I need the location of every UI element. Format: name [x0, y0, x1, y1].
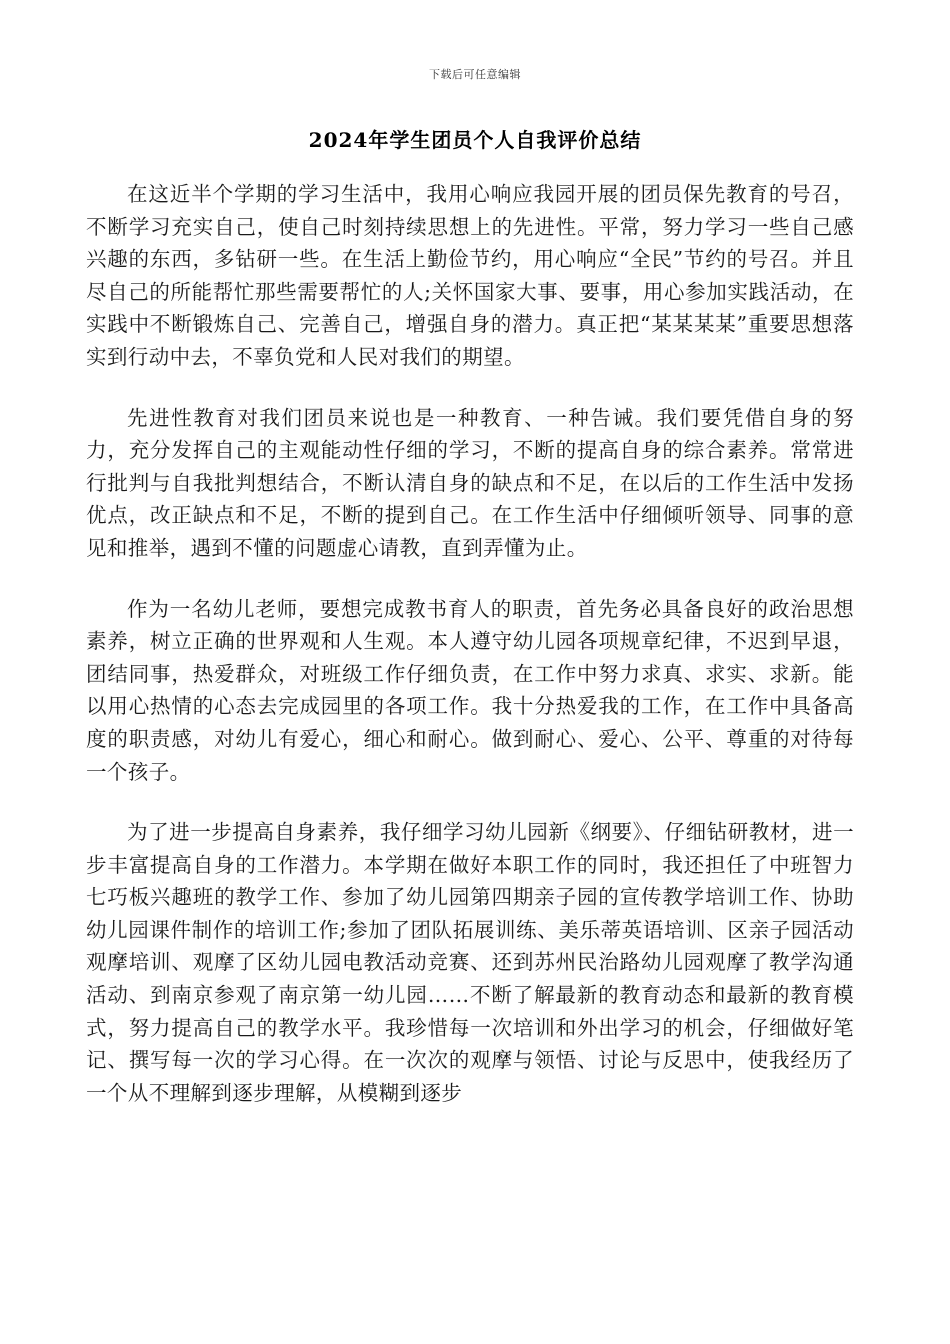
- paragraph-1: 在这近半个学期的学习生活中，我用心响应我园开展的团员保先教育的号召，不断学习充实自己，使自己时刻持续思想上的先进性。平常，努力学习一些自己感兴趣的东西，多钻研一些。在生活上勤俭节约，用心响应“全民”节约的号召。并且尽自己的所能帮忙那些需要帮忙的人;关怀国家大事、要事，用心参加实践活动，在实践中不断锻炼自己、完善自己，增强自身的潜力。真正把“某某某某”重要思想落实到行动中去，不辜负党和人民对我们的期望。: [86, 182, 854, 369]
- paragraph-3: 作为一名幼儿老师，要想完成教书育人的职责，首先务必具备良好的政治思想素养，树立正确的世界观和人生观。本人遵守幼儿园各项规章纪律，不迟到早退，团结同事，热爱群众，对班级工作仔细负责，在工作中努力求真、求实、求新。能以用心热情的心态去完成园里的各项工作。我十分热爱我的工作，在工作中具备高度的职责感，对幼儿有爱心，细心和耐心。做到耐心、爱心、公平、尊重的对待每一个孩子。: [86, 596, 854, 784]
- document-body: [86, 178, 854, 1137]
- download-note: 下载后可任意编辑: [429, 68, 521, 81]
- paragraph-4: 为了进一步提高自身素养，我仔细学习幼儿园新《纲要》、仔细钻研教材，进一步丰富提高自身的工作潜力。本学期在做好本职工作的同时，我还担任了中班智力七巧板兴趣班的教学工作、参加了幼儿园第四期亲子园的宣传教学培训工作、协助幼儿园课件制作的培训工作;参加了团队拓展训练、美乐蒂英语培训、区亲子园活动观摩培训、观摩了区幼儿园电教活动竞赛、还到苏州民治路幼儿园观摩了教学沟通活动、到南京参观了南京第一幼儿园……不断了解最新的教育动态和最新的教育模式，努力提高自己的教学水平。我珍惜每一次培训和外出学习的机会，仔细做好笔记、撰写每一次的学习心得。在一次次的观摩与领悟、讨论与反思中，使我经历了一个从不理解到逐步理解，从模糊到逐步: [86, 820, 854, 1105]
- paragraph-2: 先进性教育对我们团员来说也是一种教育、一种告诫。我们要凭借自身的努力，充分发挥自己的主观能动性仔细的学习，不断的提高自身的综合素养。常常进行批判与自我批判想结合，不断认清自身的缺点和不足，在以后的工作生活中发扬优点，改正缺点和不足，不断的提到自己。在工作生活中仔细倾听领导、同事的意见和推举，遇到不懂的问题虚心请教，直到弄懂为止。: [86, 405, 854, 560]
- document-title: 2024年学生团员个人自我评价总结: [308, 128, 642, 152]
